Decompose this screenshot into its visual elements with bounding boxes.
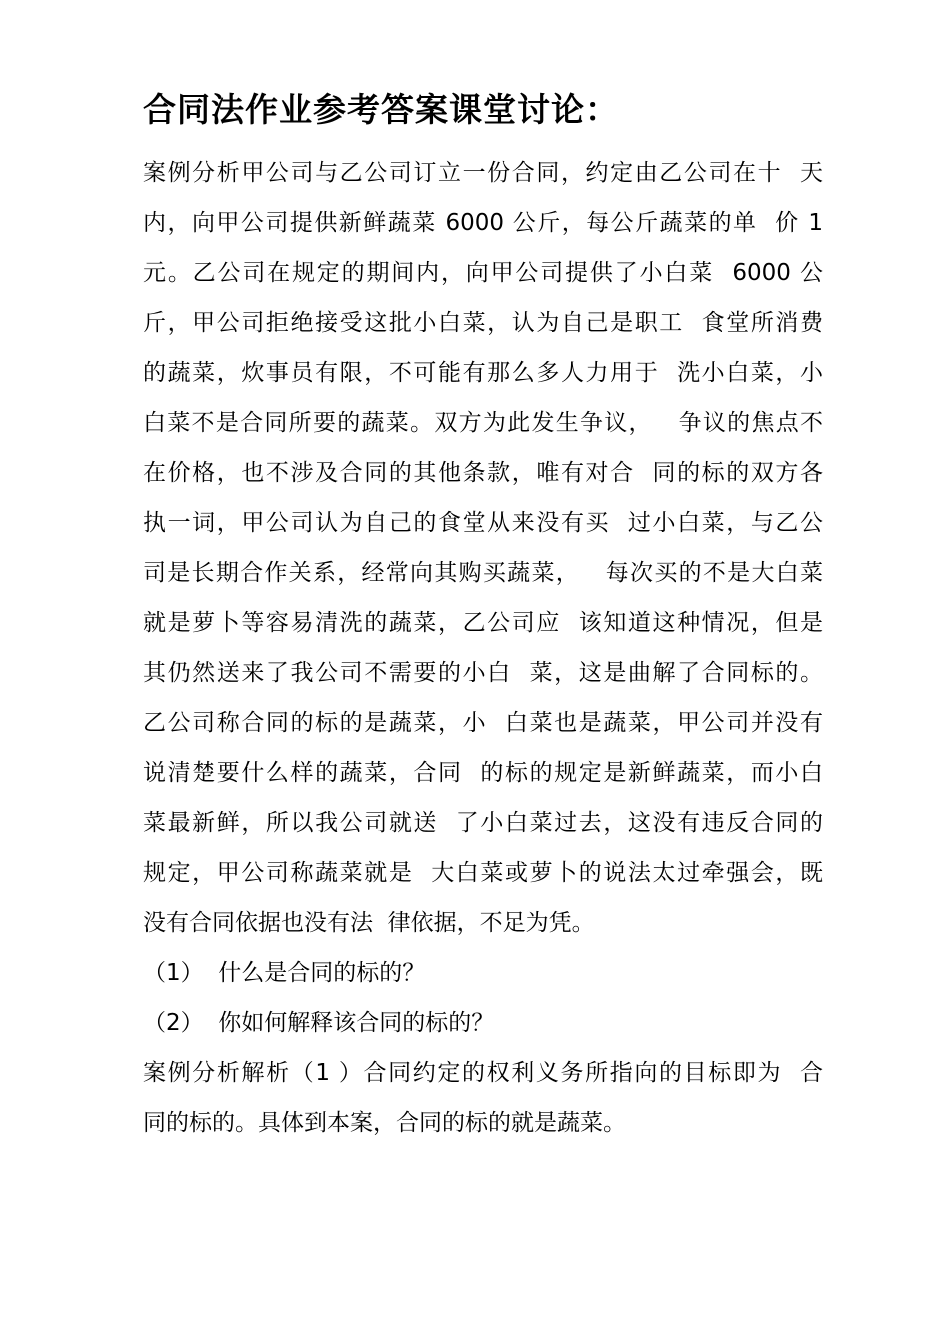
body-line-8: 执一词，甲公司认为自己的食堂从来没有买 过小白菜，与乙公: [143, 510, 823, 536]
body-line-2: 内，向甲公司提供新鲜蔬菜 6000 公斤，每公斤蔬菜的单 价 1: [143, 210, 823, 236]
body-line-15: 规定，甲公司称蔬菜就是 大白菜或萝卜的说法太过牵强会，既: [143, 860, 823, 886]
document-body: [143, 148, 823, 1148]
question-1: （1） 什么是合同的标的？: [143, 960, 426, 986]
body-line-4: 斤，甲公司拒绝接受这批小白菜，认为自己是职工 食堂所消费: [143, 310, 823, 336]
body-line-11: 其仍然送来了我公司不需要的小白 菜，这是曲解了合同标的。: [143, 660, 823, 686]
body-line-3: 元。乙公司在规定的期间内，向甲公司提供了小白菜 6000 公: [143, 260, 823, 286]
answer-line-1: 案例分析解析（1 ）合同约定的权利义务所指向的目标即为 合: [143, 1060, 823, 1086]
body-line-16: 没有合同依据也没有法 律依据，不足为凭。: [143, 910, 595, 936]
body-line-14: 菜最新鲜，所以我公司就送 了小白菜过去，这没有违反合同的: [143, 810, 823, 836]
body-line-5: 的蔬菜，炊事员有限，不可能有那么多人力用于 洗小白菜，小: [143, 360, 823, 386]
body-line-9: 司是长期合作关系，经常向其购买蔬菜， 每次买的不是大白菜: [143, 560, 823, 586]
answer-line-2: 同的标的。具体到本案，合同的标的就是蔬菜。: [143, 1110, 626, 1136]
body-line-10: 就是萝卜等容易清洗的蔬菜，乙公司应 该知道这种情况，但是: [143, 610, 823, 636]
body-line-13: 说清楚要什么样的蔬菜，合同 的标的规定是新鲜蔬菜，而小白: [143, 760, 823, 786]
body-line-7: 在价格，也不涉及合同的其他条款，唯有对合 同的标的双方各: [143, 460, 823, 486]
body-line-1: 案例分析甲公司与乙公司订立一份合同，约定由乙公司在十 天: [143, 160, 823, 186]
question-2: （2） 你如何解释该合同的标的？: [143, 1010, 495, 1036]
document-title: 合同法作业参考答案课堂讨论：: [143, 90, 619, 129]
body-line-12: 乙公司称合同的标的是蔬菜，小 白菜也是蔬菜，甲公司并没有: [143, 710, 823, 736]
body-line-6: 白菜不是合同所要的蔬菜。双方为此发生争议， 争议的焦点不: [143, 410, 823, 436]
